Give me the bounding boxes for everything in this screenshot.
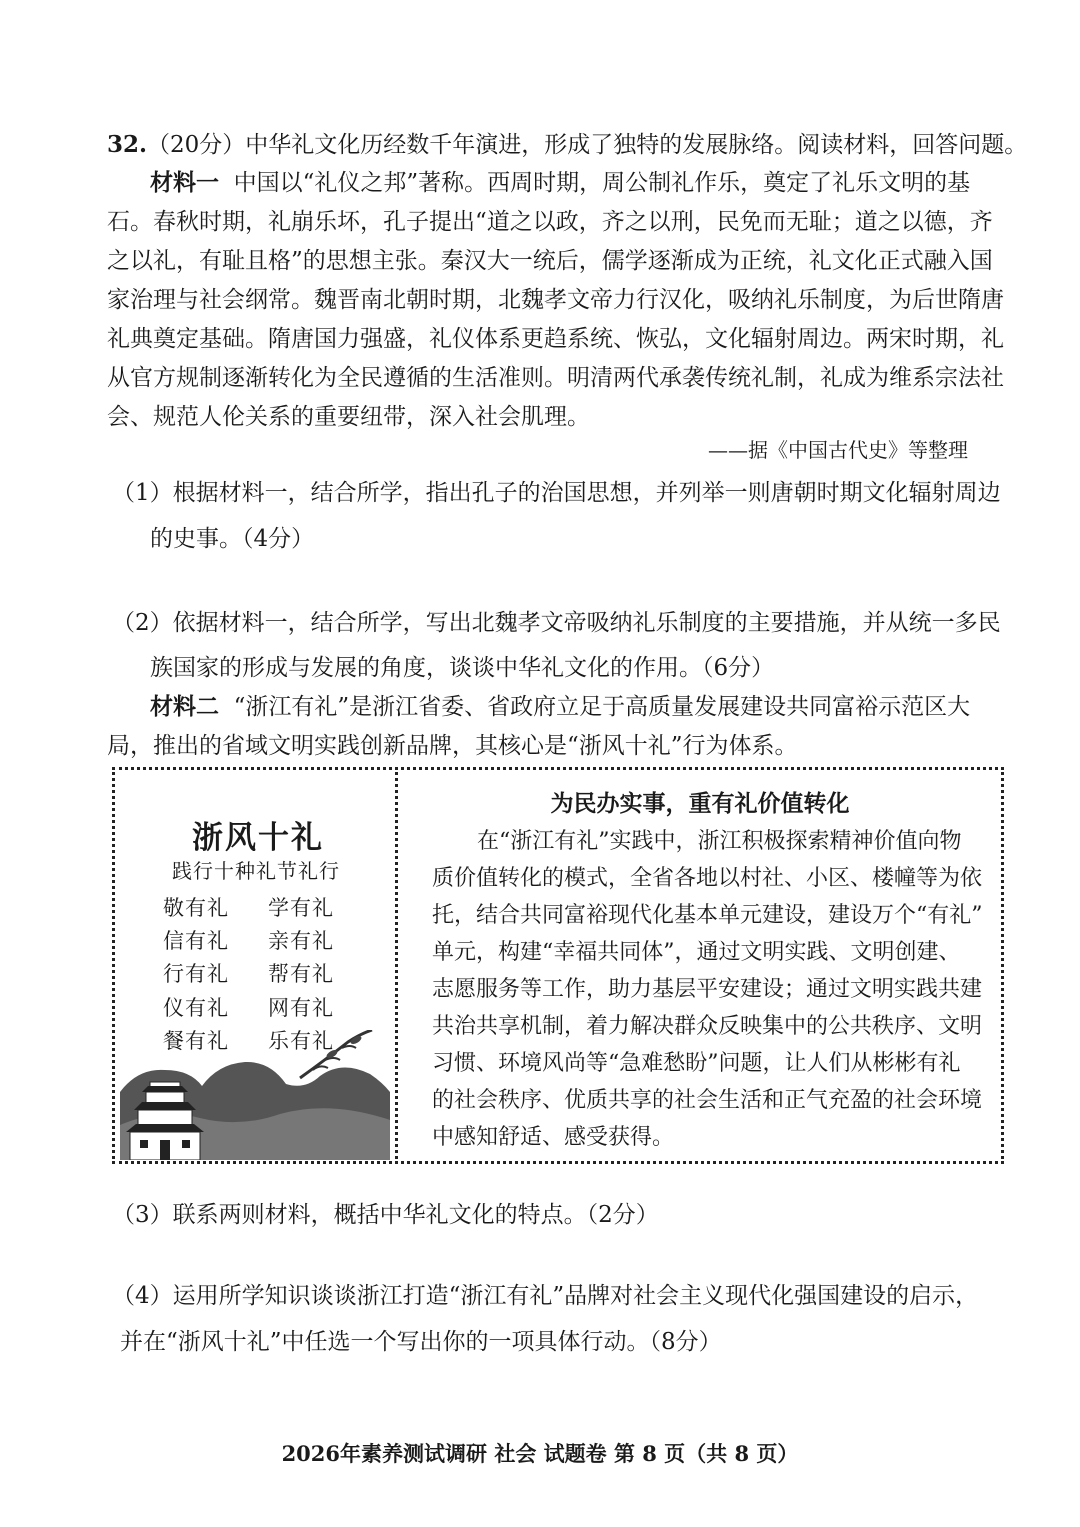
question-32-stem xyxy=(107,126,1027,159)
subquestion-2-line-2: 族国家的形成与发展的角度，谈谈中华礼文化的作用。（6分） xyxy=(150,655,775,681)
subquestion-4-line-2: 并在“浙风十礼”中任选一个写出你的一项具体行动。（8分） xyxy=(120,1329,722,1355)
poster-item: 学有礼 xyxy=(268,896,334,920)
box-divider xyxy=(395,767,398,1164)
feature-line: 在“浙江有礼”实践中，浙江积极探索精神价值向物 xyxy=(477,829,962,854)
feature-line: 习惯、环境风尚等“急难愁盼”问题，让人们从彬彬有礼 xyxy=(432,1051,961,1076)
poster-item: 乐有礼 xyxy=(268,1029,334,1053)
question-stem-text: （20分）中华礼文化历经数千年演进，形成了独特的发展脉络。阅读材料，回答问题。 xyxy=(147,132,1028,158)
material1-line-4: 家治理与社会纲常。魏晋南北朝时期，北魏孝文帝力行汉化，吸纳礼乐制度，为后世隋唐 xyxy=(107,287,1004,313)
feature-line: 志愿服务等工作，助力基层平安建设；通过文明实践共建 xyxy=(432,977,983,1002)
poster-title: 浙风十礼 xyxy=(192,820,324,856)
poster-item: 餐有礼 xyxy=(163,1029,229,1053)
material1-line-6: 从官方规制逐渐转化为全民遵循的生活准则。明清两代承袭传统礼制，礼成为维系宗法社 xyxy=(107,365,1004,391)
poster-item: 网有礼 xyxy=(268,996,334,1020)
feature-line: 中感知舒适、感受获得。 xyxy=(432,1125,675,1150)
pagoda-landscape-illustration xyxy=(120,1030,390,1160)
material2-label: 材料二 xyxy=(150,693,219,720)
material1-line-7: 会、规范人伦关系的重要纽带，深入社会肌理。 xyxy=(107,404,590,430)
material1-line-2: 石。春秋时期，礼崩乐坏，孔子提出“道之以政，齐之以刑，民免而无耻；道之以德，齐 xyxy=(107,209,993,235)
feature-title: 为民办实事，重有礼价值转化 xyxy=(550,790,850,817)
poster-subtitle: 践行十种礼节礼行 xyxy=(172,859,340,883)
material1-line-1 xyxy=(150,164,970,197)
material1-label: 材料一 xyxy=(150,169,219,196)
material1-text: 中国以“礼仪之邦”著称。西周时期，周公制礼作乐，奠定了礼乐文明的基 xyxy=(233,170,971,196)
poster-item: 行有礼 xyxy=(163,962,229,986)
poster-item: 亲有礼 xyxy=(268,929,334,953)
poster-item: 信有礼 xyxy=(163,929,229,953)
material1-line-5: 礼典奠定基础。隋唐国力强盛，礼仪体系更趋系统、恢弘，文化辐射周边。两宋时期，礼 xyxy=(107,326,1004,352)
subquestion-1-line-1: （1）根据材料一，结合所学，指出孔子的治国思想，并列举一则唐朝时期文化辐射周边 xyxy=(112,480,1001,506)
subquestion-3: （3）联系两则材料，概括中华礼文化的特点。（2分） xyxy=(112,1202,659,1228)
material1-line-3: 之以礼，有耻且格”的思想主张。秦汉大一统后，儒学逐渐成为正统，礼文化正式融入国 xyxy=(107,248,993,274)
subquestion-4-line-1: （4）运用所学知识谈谈浙江打造“浙江有礼”品牌对社会主义现代化强国建设的启示， xyxy=(112,1283,979,1309)
poster-item: 敬有礼 xyxy=(163,896,229,920)
feature-line: 托，结合共同富裕现代化基本单元建设，建设万个“有礼” xyxy=(432,903,983,928)
feature-line: 的社会秩序、优质共享的社会生活和正气充盈的社会环境 xyxy=(432,1088,983,1113)
page-footer: 2026年素养测试调研 社会 试题卷 第 8 页（共 8 页） xyxy=(281,1441,799,1466)
material2-line-1 xyxy=(150,688,970,721)
feature-line: 共治共享机制，着力解决群众反映集中的公共秩序、文明 xyxy=(432,1014,983,1039)
feature-line: 质价值转化的模式，全省各地以村社、小区、楼幢等为依 xyxy=(432,866,983,891)
subquestion-2-line-1: （2）依据材料一，结合所学，写出北魏孝文帝吸纳礼乐制度的主要措施，并从统一多民 xyxy=(112,610,1001,636)
material2-line-2: 局，推出的省域文明实践创新品牌，其核心是“浙风十礼”行为体系。 xyxy=(107,733,798,759)
poster-item: 仪有礼 xyxy=(163,996,229,1020)
material2-text: “浙江有礼”是浙江省委、省政府立足于高质量发展建设共同富裕示范区大 xyxy=(233,694,971,720)
subquestion-1-line-2: 的史事。（4分） xyxy=(150,526,315,552)
question-number: 32. xyxy=(107,131,148,158)
material1-source: ——据《中国古代史》等整理 xyxy=(708,438,968,462)
feature-line: 单元，构建“幸福共同体”，通过文明实践、文明创建、 xyxy=(432,940,961,965)
poster-item: 帮有礼 xyxy=(268,962,334,986)
